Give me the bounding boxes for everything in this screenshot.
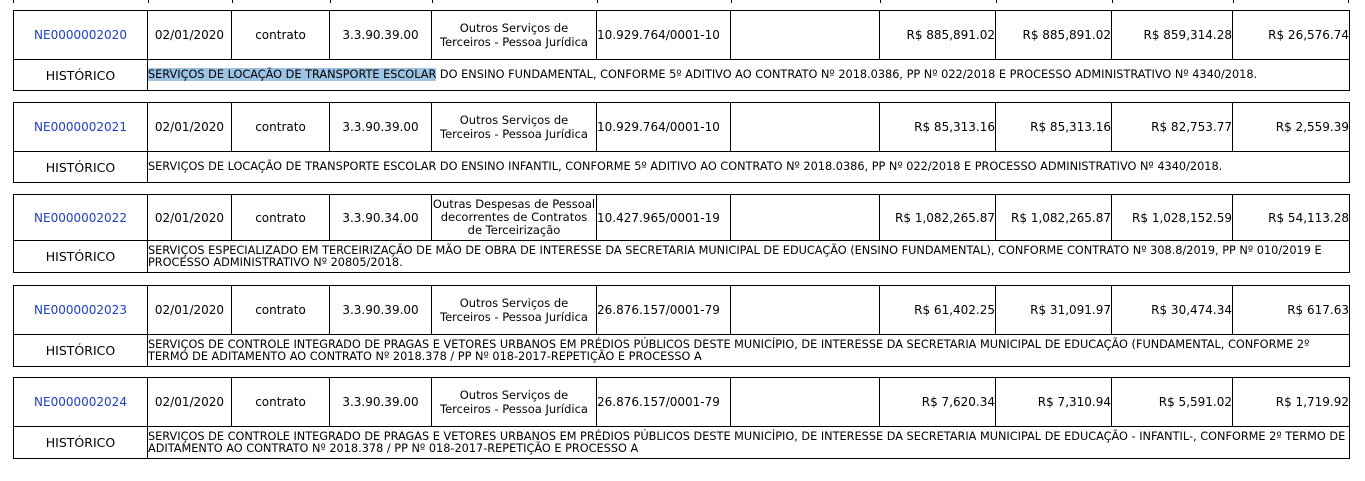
expense-code-cell: 3.3.90.39.00 xyxy=(330,286,432,335)
value-paid-cell: R$ 1,028,152.59 xyxy=(1112,195,1233,241)
history-row xyxy=(14,152,1350,183)
history-label: HISTÓRICO xyxy=(14,427,148,459)
history-text: SERVIÇOS ESPECIALIZADO EM TERCEIRIZAÇÃO DE MÃO DE OBRA DE INTERESSE DA SECRETARIA MUNICIPAL DE EDUCAÇÃO (ENSINO FUNDAMENTAL), CONFORME CONTRATO Nº 308.8/2019, PP Nº 010/2019 E PROCESSO ADMINISTRATIVO Nº 20805/2018. xyxy=(148,241,1350,273)
history-row xyxy=(14,335,1350,367)
ne-number-link[interactable]: NE0000002024 xyxy=(34,395,127,409)
value-committed-cell: R$ 1,082,265.87 xyxy=(880,195,996,241)
expense-element-cell: Outras Despesas de Pessoal decorrentes de Contratos de Terceirização xyxy=(432,195,597,241)
ne-link-cell[interactable] xyxy=(14,103,148,152)
modality-cell: contrato xyxy=(232,11,330,60)
commitment-record xyxy=(13,10,1349,91)
value-liquidated-cell: R$ 1,082,265.87 xyxy=(996,195,1112,241)
selected-text: SERVIÇOS DE LOCAÇÃO DE TRANSPORTE ESCOLAR xyxy=(148,68,437,81)
blank-cell xyxy=(731,195,880,241)
history-row xyxy=(14,427,1350,459)
expense-element-cell: Outros Serviços de Terceiros - Pessoa Jurídica xyxy=(432,103,597,152)
commitment-record xyxy=(13,194,1349,273)
value-liquidated-cell: R$ 85,313.16 xyxy=(996,103,1112,152)
history-text: SERVIÇOS DE CONTROLE INTEGRADO DE PRAGAS E VETORES URBANOS EM PRÉDIOS PÚBLICOS DESTE MUNICÍPIO, DE INTERESSE DA SECRETARIA MUNICIPAL DE EDUCAÇÃO (FUNDAMENTAL, CONFORME 2º TERMO DE ADITAMENTO AO CONTRATO Nº 2018.378 / PP Nº 018-2017-REPETIÇÃO E PROCESSO A xyxy=(148,335,1350,367)
commitment-record xyxy=(13,285,1349,367)
value-liquidated-cell: R$ 31,091.97 xyxy=(996,286,1112,335)
expense-code-cell: 3.3.90.39.00 xyxy=(330,103,432,152)
value-balance-cell: R$ 617.63 xyxy=(1233,286,1350,335)
value-balance-cell: R$ 1,719.92 xyxy=(1233,378,1350,427)
ne-link-cell[interactable] xyxy=(14,195,148,241)
date-cell: 02/01/2020 xyxy=(148,195,232,241)
modality-cell: contrato xyxy=(232,378,330,427)
history-label: HISTÓRICO xyxy=(14,335,148,367)
value-liquidated-cell: R$ 7,310.94 xyxy=(996,378,1112,427)
date-cell: 02/01/2020 xyxy=(148,103,232,152)
expense-code-cell: 3.3.90.39.00 xyxy=(330,11,432,60)
date-cell: 02/01/2020 xyxy=(148,11,232,60)
expense-code-cell: 3.3.90.39.00 xyxy=(330,378,432,427)
blank-cell xyxy=(731,286,880,335)
modality-cell: contrato xyxy=(232,195,330,241)
expense-code-cell: 3.3.90.34.00 xyxy=(330,195,432,241)
history-text: SERVIÇOS DE LOCAÇÃO DE TRANSPORTE ESCOLAR DO ENSINO INFANTIL, CONFORME 5º ADITIVO AO CONTRATO Nº 2018.0386, PP Nº 022/2018 E PROCESSO ADMINISTRATIVO Nº 4340/2018. xyxy=(148,152,1350,183)
table-row xyxy=(14,195,1350,241)
cnpj-cell: 10.929.764/0001-10 xyxy=(597,11,731,60)
ne-link-cell[interactable] xyxy=(14,286,148,335)
table-row xyxy=(14,103,1350,152)
table-row xyxy=(14,378,1350,427)
value-committed-cell: R$ 885,891.02 xyxy=(880,11,996,60)
history-row xyxy=(14,241,1350,273)
commitment-table xyxy=(13,194,1350,273)
blank-cell xyxy=(731,11,880,60)
value-balance-cell: R$ 2,559.39 xyxy=(1233,103,1350,152)
expense-element-cell: Outros Serviços de Terceiros - Pessoa Jurídica xyxy=(432,286,597,335)
history-text: SERVIÇOS DE CONTROLE INTEGRADO DE PRAGAS E VETORES URBANOS EM PRÉDIOS PÚBLICOS DESTE MUNICÍPIO, DE INTERESSE DA SECRETARIA MUNICIPAL DE EDUCAÇÃO - INFANTIL-, CONFORME 2º TERMO DE ADITAMENTO AO CONTRATO Nº 2018.378 / PP Nº 018-2017-REPETIÇÃO E PROCESSO A xyxy=(148,427,1350,459)
value-paid-cell: R$ 30,474.34 xyxy=(1112,286,1233,335)
history-label: HISTÓRICO xyxy=(14,60,148,91)
ne-link-cell[interactable] xyxy=(14,11,148,60)
history-text: SERVIÇOS DE LOCAÇÃO DE TRANSPORTE ESCOLAR DO ENSINO FUNDAMENTAL, CONFORME 5º ADITIVO AO CONTRATO Nº 2018.0386, PP Nº 022/2018 E PROCESSO ADMINISTRATIVO Nº 4340/2018. xyxy=(148,60,1350,91)
ne-number-link[interactable]: NE0000002023 xyxy=(34,303,127,317)
ne-link-cell[interactable] xyxy=(14,378,148,427)
previous-table-edge xyxy=(13,0,1349,3)
value-balance-cell: R$ 54,113.28 xyxy=(1233,195,1350,241)
value-committed-cell: R$ 85,313.16 xyxy=(880,103,996,152)
value-committed-cell: R$ 61,402.25 xyxy=(880,286,996,335)
modality-cell: contrato xyxy=(232,103,330,152)
blank-cell xyxy=(731,103,880,152)
ne-number-link[interactable]: NE0000002021 xyxy=(34,120,127,134)
commitment-table xyxy=(13,102,1350,183)
ne-number-link[interactable]: NE0000002020 xyxy=(34,28,127,42)
table-row xyxy=(14,11,1350,60)
date-cell: 02/01/2020 xyxy=(148,378,232,427)
history-label: HISTÓRICO xyxy=(14,152,148,183)
cnpj-cell: 10.427.965/0001-19 xyxy=(597,195,731,241)
commitment-table xyxy=(13,285,1350,367)
history-row xyxy=(14,60,1350,91)
modality-cell: contrato xyxy=(232,286,330,335)
table-row xyxy=(14,286,1350,335)
commitment-record xyxy=(13,377,1349,459)
value-committed-cell: R$ 7,620.34 xyxy=(880,378,996,427)
commitment-table xyxy=(13,377,1350,459)
value-liquidated-cell: R$ 885,891.02 xyxy=(996,11,1112,60)
ne-number-link[interactable]: NE0000002022 xyxy=(34,210,127,225)
value-balance-cell: R$ 26,576.74 xyxy=(1233,11,1350,60)
date-cell: 02/01/2020 xyxy=(148,286,232,335)
expense-element-cell: Outros Serviços de Terceiros - Pessoa Jurídica xyxy=(432,378,597,427)
value-paid-cell: R$ 859,314.28 xyxy=(1112,11,1233,60)
history-label: HISTÓRICO xyxy=(14,241,148,273)
blank-cell xyxy=(731,378,880,427)
value-paid-cell: R$ 5,591.02 xyxy=(1112,378,1233,427)
cnpj-cell: 26.876.157/0001-79 xyxy=(597,378,731,427)
cnpj-cell: 10.929.764/0001-10 xyxy=(597,103,731,152)
expense-element-cell: Outros Serviços de Terceiros - Pessoa Jurídica xyxy=(432,11,597,60)
commitment-record xyxy=(13,102,1349,183)
value-paid-cell: R$ 82,753.77 xyxy=(1112,103,1233,152)
commitment-table xyxy=(13,10,1350,91)
cnpj-cell: 26.876.157/0001-79 xyxy=(597,286,731,335)
